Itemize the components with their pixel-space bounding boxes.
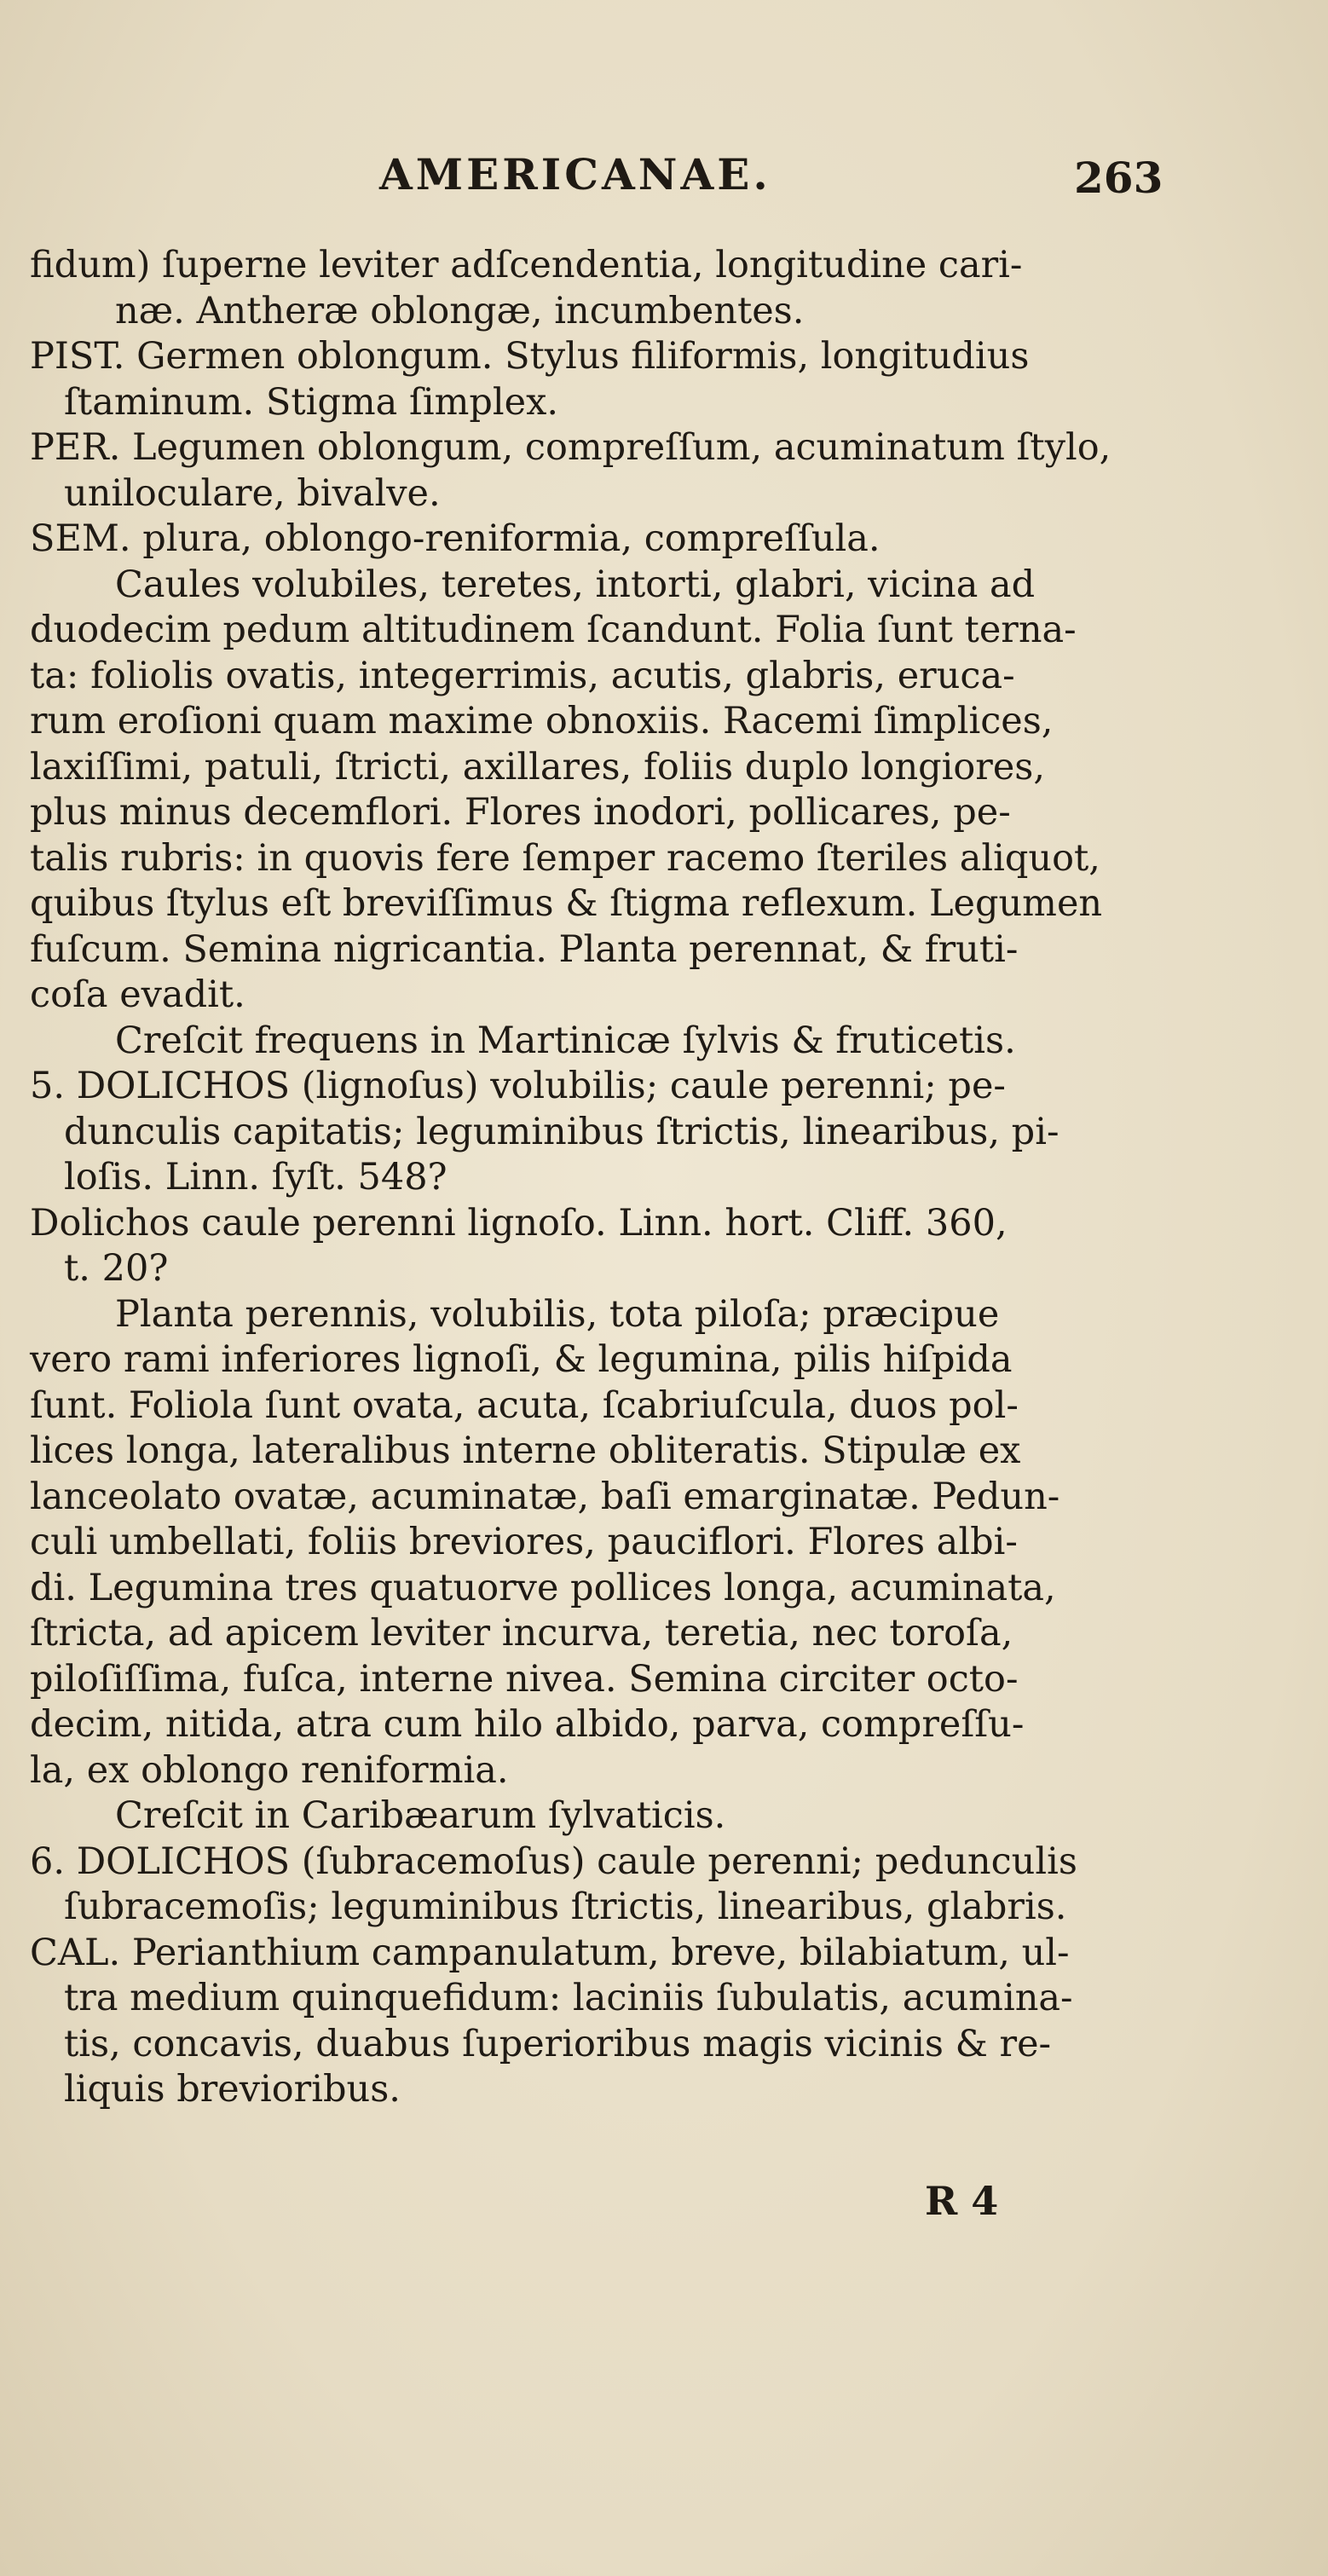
- text-line: la, ex oblongo reniformia.: [30, 1748, 509, 1792]
- text-line: decim, nitida, atra cum hilo albido, parva, compreſſu-: [30, 1703, 1025, 1746]
- text-line: vero rami inferiores lignoſi, & legumina, pilis hiſpida: [30, 1338, 1013, 1381]
- text-line: lices longa, lateralibus interne obliteratis. Stipulæ ex: [30, 1430, 1021, 1472]
- text-line: rum eroſioni quam maxime obnoxiis. Racemi ſimplices,: [30, 700, 1054, 742]
- text-line: loſis. Linn. ſyſt. 548?: [64, 1156, 447, 1198]
- text-line: talis rubris: in quovis fere ſemper racemo ſteriles aliquot,: [30, 836, 1100, 880]
- text-line: SEM. plura, oblongo-reniformia, compreſſula.: [30, 517, 881, 560]
- text-line: duodecim pedum altitudinem ſcandunt. Folia ſunt terna-: [30, 609, 1077, 651]
- text-line: Creſcit frequens in Martinicæ ſylvis & fruticetis.: [115, 1019, 1016, 1062]
- text-line: PER. Legumen oblongum, compreſſum, acuminatum ſtylo,: [30, 426, 1111, 469]
- text-line: fidum) ſuperne leviter adſcendentia, longitudine cari-: [30, 244, 1023, 286]
- text-line: culi umbellati, foliis breviores, pauciflori. Flores albi-: [30, 1521, 1018, 1563]
- text-line: plus minus decemflori. Flores inodori, pollicares, pe-: [30, 791, 1011, 834]
- text-line: CAL. Perianthium campanulatum, breve, bilabiatum, ul-: [30, 1931, 1070, 1974]
- page-number: 263: [1074, 153, 1163, 203]
- text-line: 6. DOLICHOS (ſubracemoſus) caule perenni; pedunculis: [30, 1840, 1077, 1883]
- text-line: dunculis capitatis; leguminibus ſtrictis, linearibus, pi-: [64, 1110, 1060, 1153]
- running-title: AMERICANAE.: [379, 149, 771, 199]
- text-line: Creſcit in Caribæarum ſylvaticis.: [115, 1794, 726, 1837]
- body-text: [30, 243, 1223, 2113]
- catchword: R 4: [925, 2178, 999, 2224]
- text-line: Planta perennis, volubilis, tota piloſa; præcipue: [115, 1292, 1000, 1336]
- text-line: 5. DOLICHOS (lignoſus) volubilis; caule perenni; pe-: [30, 1065, 1006, 1107]
- text-line: tra medium quinquefidum: laciniis ſubulatis, acumina-: [64, 1977, 1073, 2019]
- text-line: liquis brevioribus.: [64, 2068, 401, 2111]
- text-line: lanceolato ovatæ, acuminatæ, baſi emarginatæ. Pedun-: [30, 1475, 1060, 1518]
- text-line: Dolichos caule perenni lignoſo. Linn. hort. Cliff. 360,: [30, 1201, 1008, 1245]
- text-line: ſubracemoſis; leguminibus ſtrictis, linearibus, glabris.: [64, 1886, 1067, 1928]
- text-line: ſtricta, ad apicem leviter incurva, teretia, nec toroſa,: [30, 1612, 1013, 1655]
- text-line: di. Legumina tres quatuorve pollices longa, acuminata,: [30, 1566, 1056, 1609]
- text-line: næ. Antheræ oblongæ, incumbentes.: [115, 289, 805, 332]
- text-line: coſa evadit.: [30, 973, 245, 1016]
- text-line: Caules volubiles, teretes, intorti, glabri, vicina ad: [115, 563, 1036, 606]
- page-header: [0, 149, 1328, 209]
- text-line: quibus ſtylus eſt breviſſimus & ſtigma reflexum. Legumen: [30, 882, 1103, 925]
- text-line: laxiſſimi, patuli, ſtricti, axillares, foliis duplo longiores,: [30, 745, 1046, 788]
- text-line: fuſcum. Semina nigricantia. Planta perennat, & fruti-: [30, 927, 1019, 971]
- text-line: t. 20?: [64, 1247, 169, 1290]
- text-line: uniloculare, bivalve.: [64, 471, 441, 515]
- text-line: ſunt. Foliola ſunt ovata, acuta, ſcabriuſcula, duos pol-: [30, 1383, 1019, 1427]
- text-line: ta: foliolis ovatis, integerrimis, acutis, glabris, eruca-: [30, 654, 1015, 697]
- text-line: PIST. Germen oblongum. Stylus filiformis, longitudius: [30, 335, 1030, 378]
- text-line: piloſiſſima, fuſca, interne nivea. Semina circiter octo-: [30, 1657, 1019, 1701]
- text-line: ſtaminum. Stigma ſimplex.: [64, 380, 559, 424]
- text-line: tis, concavis, duabus ſuperioribus magis vicinis & re-: [64, 2022, 1052, 2065]
